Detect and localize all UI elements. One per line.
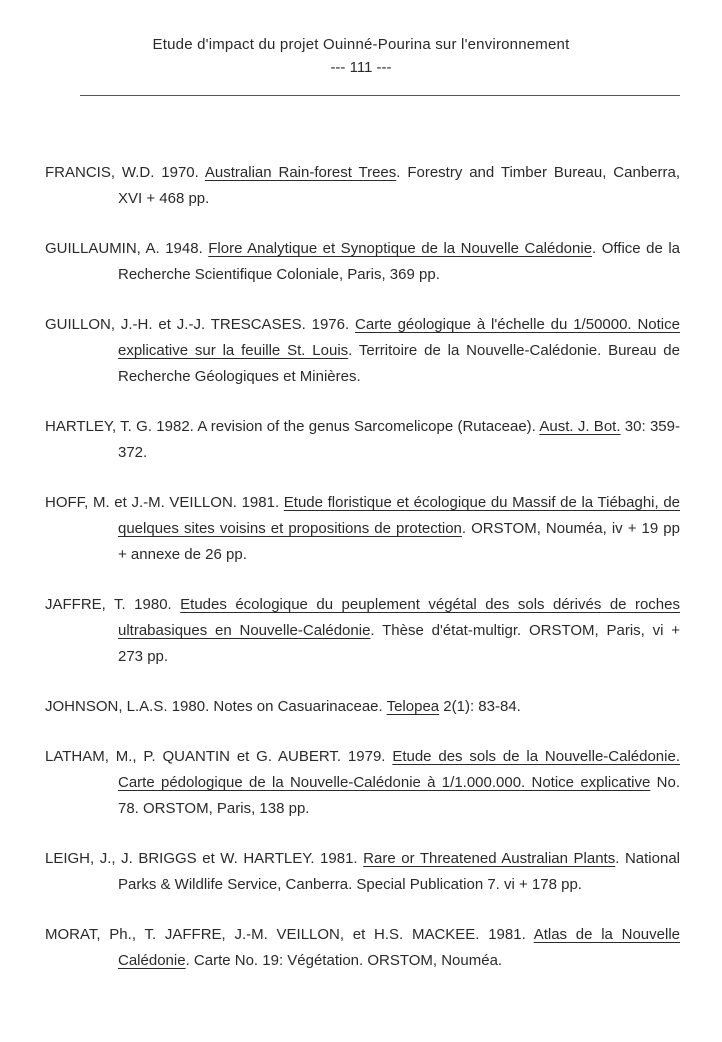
reference-authors: FRANCIS, W.D. 1970. [45,164,199,181]
reference-entry [45,846,680,898]
reference-title: Telopea [386,698,440,715]
reference-entry [45,160,680,212]
reference-title: Atlas de la Nouvelle Calédonie [118,926,680,969]
reference-entry [45,236,680,288]
reference-authors: HARTLEY, T. G. 1982. A revision of the genus Sarcomelicope (Rutaceae). [45,418,536,435]
reference-list [45,160,680,998]
header-rule [80,95,680,96]
reference-title: Australian Rain-forest Trees [204,164,397,181]
page-header [0,36,722,76]
reference-authors: GUILLON, J.-H. et J.-J. TRESCASES. 1976. [45,316,350,333]
reference-authors: LEIGH, J., J. BRIGGS et W. HARTLEY. 1981. [45,850,358,867]
reference-title: Etude floristique et écologique du Massif de la Tiébaghi, de quelques sites voisins et propositions de protection [118,494,681,537]
reference-entry [45,592,680,670]
reference-details: . Territoire de la Nouvelle-Calédonie. Bureau de Recherche Géologiques et Minières. [118,342,680,385]
reference-details: . National Parks & Wildlife Service, Canberra. Special Publication 7. vi + 178 pp. [118,850,680,893]
reference-authors: GUILLAUMIN, A. 1948. [45,240,203,257]
reference-entry [45,490,680,568]
reference-entry [45,744,680,822]
reference-details: 2(1): 83-84. [439,698,521,715]
reference-title: Rare or Threatened Australian Plants [363,850,616,867]
reference-title: Etude des sols de la Nouvelle-Calédonie. Carte pédologique de la Nouvelle-Calédonie à 1/1.000.000. Notice explicative [118,748,680,791]
reference-entry [45,922,680,974]
reference-details: . Thèse d'état-multigr. ORSTOM, Paris, vi + 273 pp. [118,622,681,665]
reference-details: No. 78. ORSTOM, Paris, 138 pp. [118,774,680,817]
reference-authors: JOHNSON, L.A.S. 1980. Notes on Casuarinaceae. [45,698,383,715]
document-title: Etude d'impact du projet Ouinné-Pourina sur l'environnement [152,36,570,53]
reference-details: . Office de la Recherche Scientifique Coloniale, Paris, 369 pp. [118,240,680,283]
reference-entry [45,694,680,720]
reference-title: Etudes écologique du peuplement végétal des sols dérivés de roches ultrabasiques en Nouvelle-Calédonie [118,596,680,639]
reference-details: . Forestry and Timber Bureau, Canberra, XVI + 468 pp. [118,164,680,207]
reference-authors: LATHAM, M., P. QUANTIN et G. AUBERT. 1979. [45,748,386,765]
reference-entry [45,312,680,390]
reference-authors: HOFF, M. et J.-M. VEILLON. 1981. [45,494,280,511]
page-number: --- 111 --- [330,59,392,76]
reference-details: . ORSTOM, Nouméa, iv + 19 pp + annexe de 26 pp. [118,520,680,563]
reference-title: Aust. J. Bot. [539,418,621,435]
reference-title: Flore Analytique et Synoptique de la Nouvelle Calédonie [208,240,593,257]
reference-details: . Carte No. 19: Végétation. ORSTOM, Nouméa. [185,952,503,969]
reference-details: 30: 359-372. [118,418,680,461]
reference-title: Carte géologique à l'échelle du 1/50000. Notice explicative sur la feuille St. Louis [118,316,680,359]
reference-entry [45,414,680,466]
reference-authors: MORAT, Ph., T. JAFFRE, J.-M. VEILLON, et H.S. MACKEE. 1981. [45,926,526,943]
reference-authors: JAFFRE, T. 1980. [45,596,172,613]
